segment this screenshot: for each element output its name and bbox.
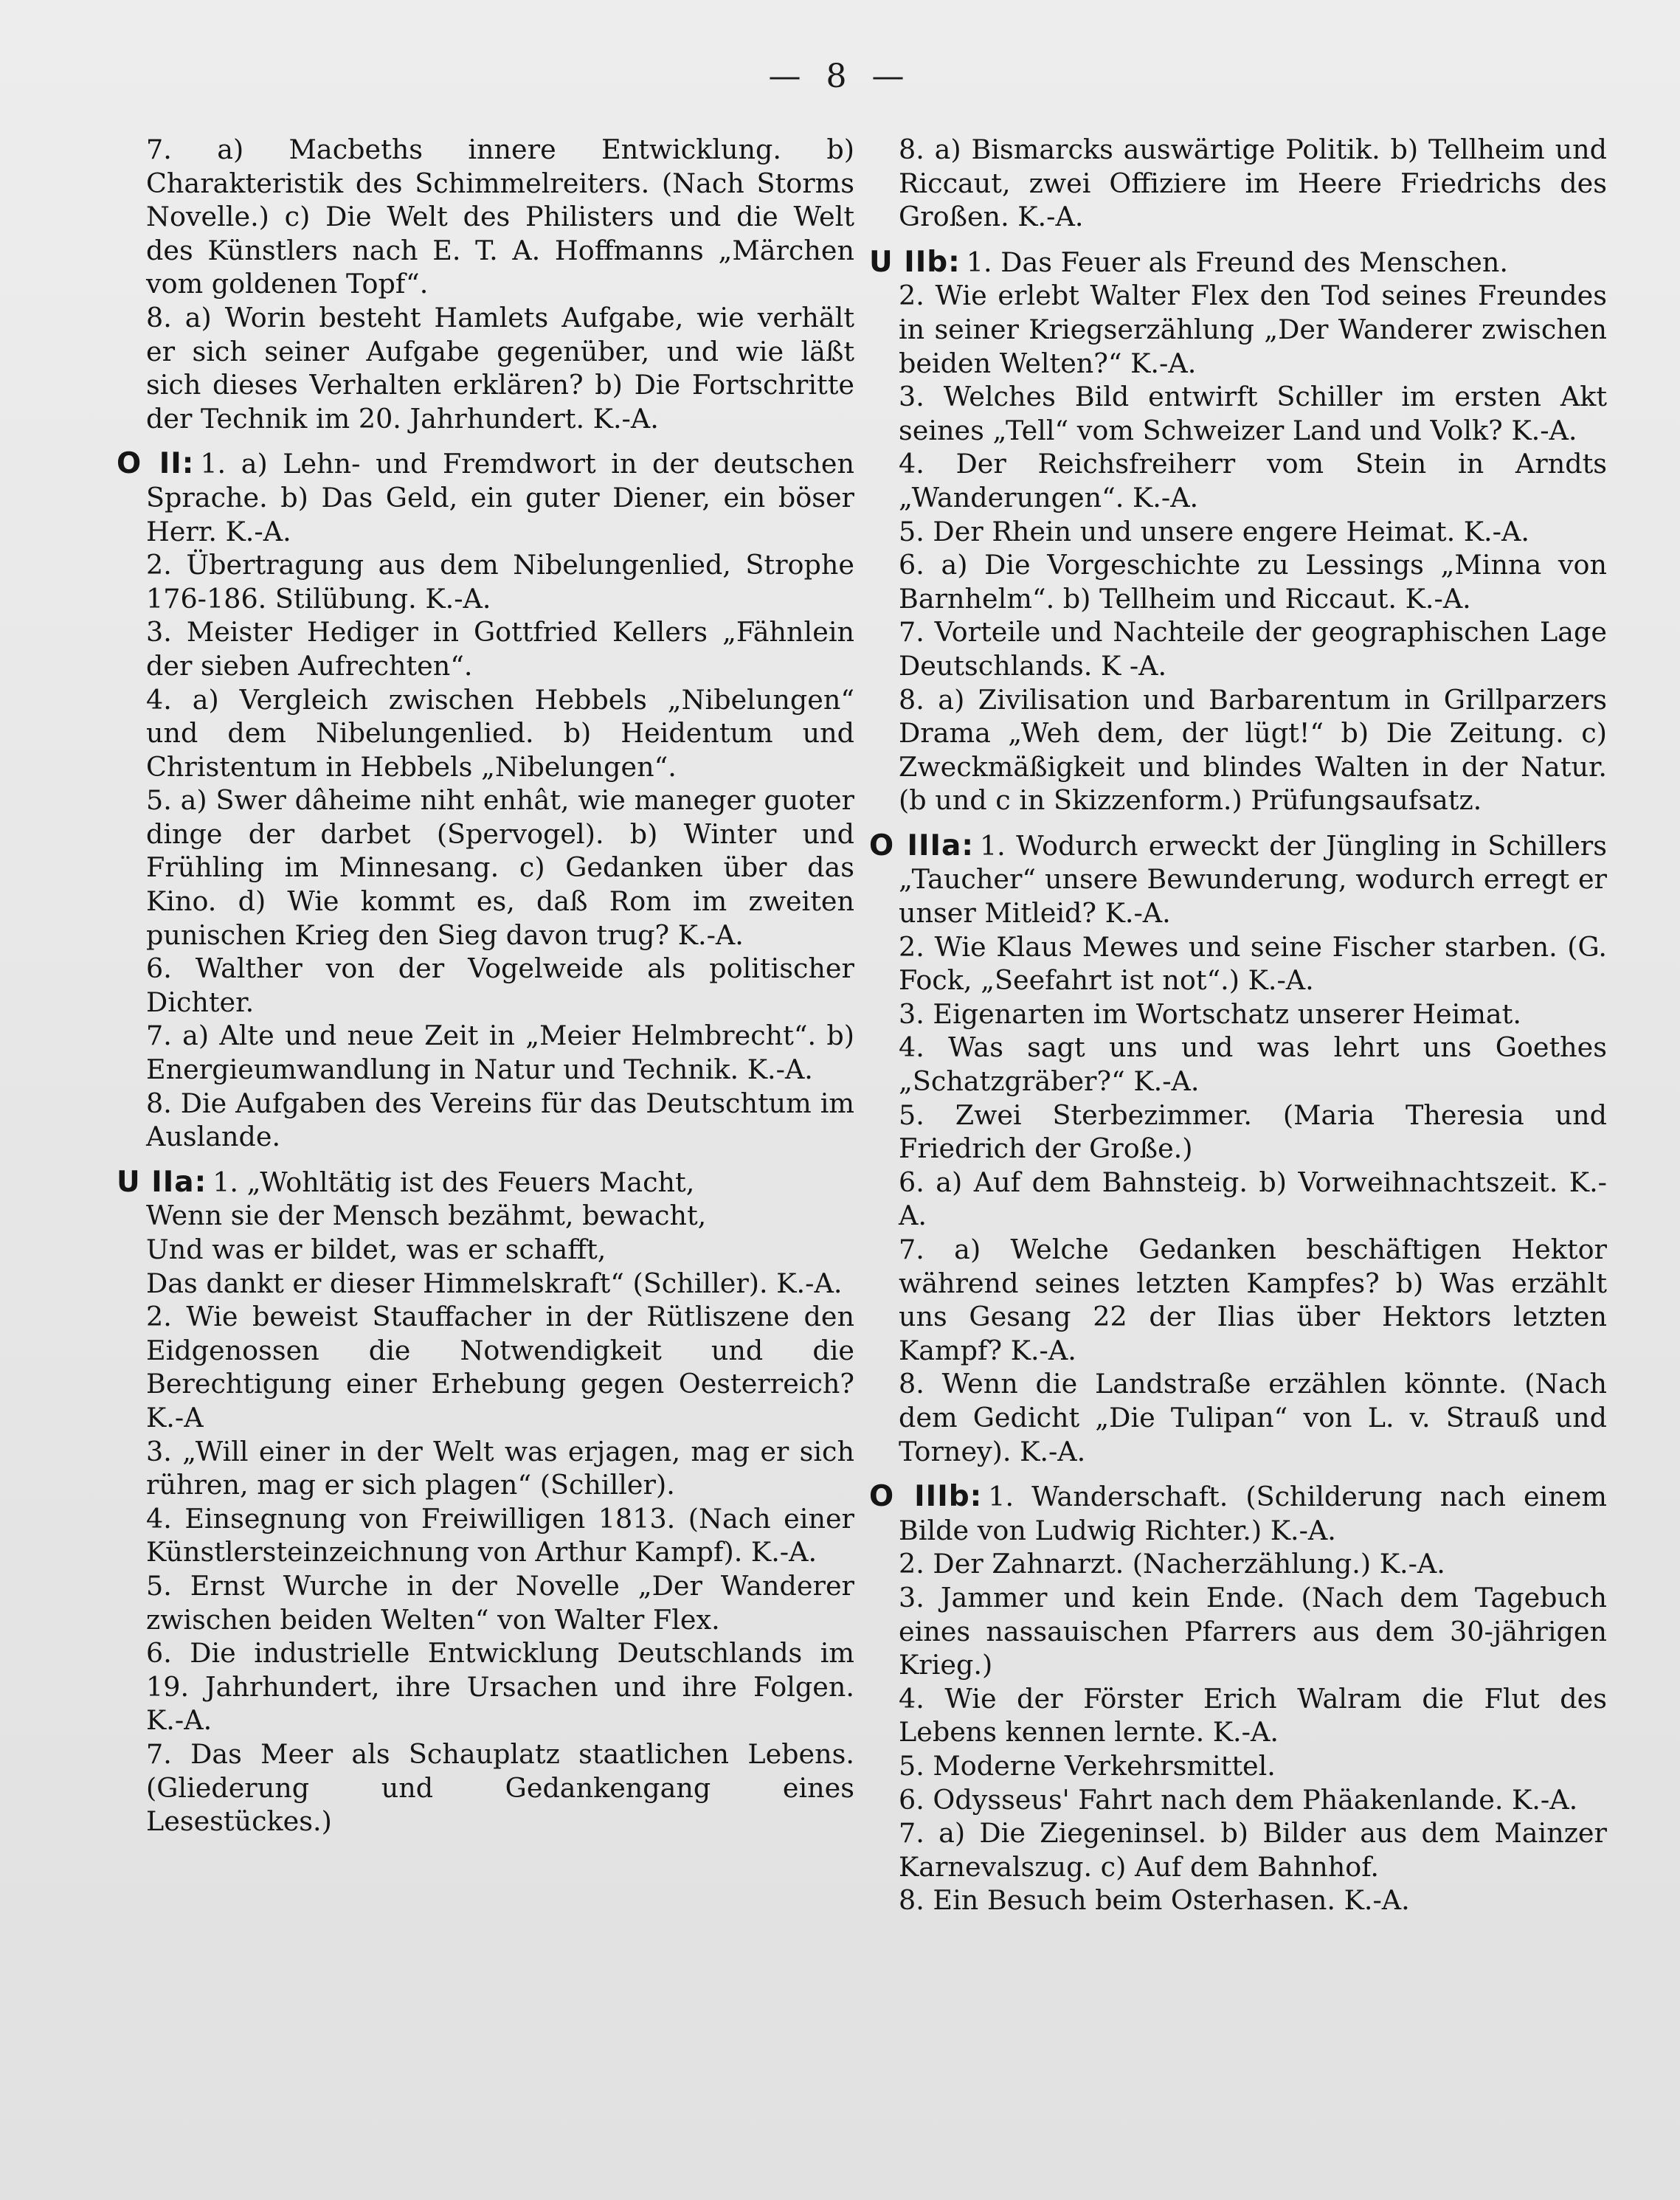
entry-text: 2. Wie erlebt Walter Flex den Tod seines Freundes in seiner Kriegserzählung „Der Wanderer zwischen beiden Welten?“ K.-A. <box>899 280 1607 379</box>
verse-line <box>146 1267 854 1301</box>
entry-text: 4. Einsegnung von Freiwilligen 1813. (Nach einer Künstlersteinzeichnung von Arthur Kampf). K.-A. <box>146 1502 854 1568</box>
entry-text: 7. Vorteile und Nachteile der geographischen Lage Deutschlands. K -A. <box>899 616 1607 682</box>
entry-text: 3. Welches Bild entwirft Schiller im ersten Akt seines „Tell“ vom Schweizer Land und Volk? K.-A. <box>899 381 1607 446</box>
entry-text: 7. a) Macbeths innere Entwicklung. b) Charakteristik des Schimmelreiters. (Nach Storms Novelle.) c) Die Welt des Philisters und die Welt des Künstlers nach E. T. A. Hoffmanns „Märchen vom goldenen Topf“. <box>146 134 854 300</box>
essay-topic-entry <box>899 447 1607 514</box>
essay-topic-entry <box>146 548 854 615</box>
essay-topic-entry <box>146 952 854 1019</box>
essay-topic-entry <box>899 1547 1607 1581</box>
entry-text: 6. Odysseus' Fahrt nach dem Phäakenlande. K.-A. <box>899 1783 1578 1816</box>
entry-text: 7. a) Die Ziegeninsel. b) Bilder aus dem Mainzer Karnevalszug. c) Auf dem Bahnhof. <box>899 1817 1607 1883</box>
entry-text: 4. Was sagt uns und was lehrt uns Goethes „Schatzgräber?“ K.-A. <box>899 1031 1607 1098</box>
class-label: O II: <box>117 447 195 481</box>
essay-topic-entry <box>899 548 1607 615</box>
essay-topic-entry <box>146 1019 854 1086</box>
class-label: U IIb: <box>869 245 961 279</box>
essay-topic-entry <box>146 133 854 301</box>
essay-topic-entry <box>899 1166 1607 1233</box>
section-spacer <box>146 1154 854 1166</box>
entry-text: 8. a) Worin besteht Hamlets Aufgabe, wie verhält er sich seiner Aufgabe gegenüber, und wie läßt sich dieses Verhalten erklären? b) Die Fortschritte der Technik im 20. Jahrhundert. K.-A. <box>146 301 854 435</box>
class-label: U IIa: <box>117 1165 207 1199</box>
essay-topic-entry <box>899 1884 1607 1917</box>
class-section-entry <box>869 245 1607 280</box>
section-spacer <box>899 1468 1607 1480</box>
section-spacer <box>146 435 854 447</box>
class-section-entry <box>869 829 1607 930</box>
class-section-entry <box>117 447 854 548</box>
entry-text: 6. Walther von der Vogelweide als politischer Dichter. <box>146 952 854 1018</box>
page-number: — 8 — <box>768 58 912 95</box>
entry-text: 3. Eigenarten im Wortschatz unserer Heimat. <box>899 997 1521 1030</box>
entry-text: 4. Der Reichsfreiherr vom Stein in Arndts „Wanderungen“. K.-A. <box>899 448 1607 513</box>
essay-topic-entry <box>899 1233 1607 1367</box>
entry-text: 1. Das Feuer als Freund des Menschen. <box>966 246 1508 278</box>
left-column <box>117 133 854 1838</box>
entry-text: 1. Wanderschaft. (Schilderung nach einem Bilde von Ludwig Richter.) K.-A. <box>899 1481 1607 1546</box>
class-section-entry <box>117 1165 854 1200</box>
essay-topic-entry <box>899 1581 1607 1682</box>
entry-text: 6. a) Auf dem Bahnsteig. b) Vorweihnachtszeit. K.-A. <box>899 1166 1607 1232</box>
entry-text: 8. Die Aufgaben des Vereins für das Deutschtum im Auslande. <box>146 1087 854 1153</box>
essay-topic-entry <box>146 1087 854 1154</box>
entry-text: 8. Wenn die Landstraße erzählen könnte. (Nach dem Gedicht „Die Tulipan“ von L. v. Strauß und Torney). K.-A. <box>899 1368 1607 1467</box>
class-label: O IIIa: <box>869 829 974 862</box>
entry-text: 4. a) Vergleich zwischen Hebbels „Nibelungen“ und dem Nibelungenlied. b) Heidentum und Christentum in Hebbels „Nibelungen“. <box>146 683 854 783</box>
essay-topic-entry <box>899 380 1607 447</box>
essay-topic-entry <box>899 997 1607 1031</box>
essay-topic-entry <box>899 615 1607 682</box>
entry-text: 7. Das Meer als Schauplatz staatlichen Lebens. (Gliederung und Gedankengang eines Lesestückes.) <box>146 1737 854 1838</box>
right-column <box>869 133 1607 1917</box>
entry-text: 2. Wie beweist Stauffacher in der Rütliszene den Eidgenossen die Notwendigkeit und die Berechtigung einer Erhebung gegen Oesterreich? K.-A <box>146 1301 854 1433</box>
entry-text: 1. „Wohltätig ist des Feuers Macht, <box>212 1166 695 1198</box>
essay-topic-entry <box>146 1569 854 1636</box>
essay-topic-entry <box>146 1435 854 1502</box>
entry-text: 3. Meister Hediger in Gottfried Kellers „Fähnlein der sieben Aufrechten“. <box>146 616 854 682</box>
entry-text: 7. a) Alte und neue Zeit in „Meier Helmbrecht“. b) Energieumwandlung in Natur und Technik. K.-A. <box>146 1020 854 1086</box>
entry-text: 4. Wie der Förster Erich Walram die Flut des Lebens kennen lernte. K.-A. <box>899 1682 1607 1748</box>
essay-topic-entry <box>146 1502 854 1569</box>
essay-topic-entry <box>146 1636 854 1737</box>
essay-topic-entry <box>146 683 854 784</box>
essay-topic-entry <box>146 615 854 682</box>
entry-text: 6. a) Die Vorgeschichte zu Lessings „Minna von Barnhelm“. b) Tellheim und Riccaut. K.-A. <box>899 549 1607 615</box>
entry-text: 5. Moderne Verkehrsmittel. <box>899 1749 1276 1782</box>
section-spacer <box>899 817 1607 829</box>
entry-text: 2. Übertragung aus dem Nibelungenlied, Strophe 176-186. Stilübung. K.-A. <box>146 549 854 615</box>
essay-topic-entry <box>899 1783 1607 1817</box>
class-label: O IIIb: <box>869 1480 983 1514</box>
entry-text: 3. „Will einer in der Welt was erjagen, mag er sich rühren, mag er sich plagen“ (Schiller). <box>146 1435 854 1501</box>
entry-text: Das dankt er dieser Himmelskraft“ (Schiller). K.-A. <box>146 1267 843 1299</box>
verse-line <box>146 1233 854 1267</box>
entry-text: 5. Ernst Wurche in der Novelle „Der Wanderer zwischen beiden Welten“ von Walter Flex. <box>146 1569 854 1636</box>
essay-topic-entry <box>146 301 854 435</box>
entry-text: 8. a) Bismarcks auswärtige Politik. b) Tellheim und Riccaut, zwei Offiziere im Heere Friedrichs des Großen. K.-A. <box>899 134 1607 233</box>
entry-text: 7. a) Welche Gedanken beschäftigen Hektor während seines letzten Kampfes? b) Was erzählt uns Gesang 22 der Ilias über Hektors letzten Kampf? K.-A. <box>899 1234 1607 1366</box>
essay-topic-entry <box>899 930 1607 997</box>
entry-text: 5. a) Swer dâheime niht enhât, wie maneger guoter dinge der darbet (Spervogel). b) Winter und Frühling im Minnesang. c) Gedanken über das Kino. d) Wie kommt es, daß Rom im zweiten punischen Krieg den Sieg davon trug? K.-A. <box>146 784 854 951</box>
entry-text: 6. Die industrielle Entwicklung Deutschlands im 19. Jahrhundert, ihre Ursachen und ihre Folgen. K.-A. <box>146 1637 854 1737</box>
essay-topic-entry <box>899 1031 1607 1098</box>
essay-topic-entry <box>899 279 1607 380</box>
essay-topic-entry <box>146 1300 854 1434</box>
essay-topic-entry <box>899 1367 1607 1468</box>
essay-topic-entry <box>146 784 854 952</box>
entry-text: 1. Wodurch erweckt der Jüngling in Schillers „Taucher“ unsere Bewunderung, wodurch erregt er unser Mitleid? K.-A. <box>899 829 1607 930</box>
entry-text: 8. Ein Besuch beim Osterhasen. K.-A. <box>899 1884 1410 1917</box>
section-spacer <box>899 234 1607 246</box>
entry-text: 5. Zwei Sterbezimmer. (Maria Theresia und Friedrich der Große.) <box>899 1099 1607 1165</box>
essay-topic-entry <box>899 133 1607 234</box>
verse-line <box>146 1199 854 1233</box>
entry-text: 8. a) Zivilisation und Barbarentum in Grillparzers Drama „Weh dem, der lügt!“ b) Die Zeitung. c) Zweckmäßigkeit und blindes Walten in der Natur. (b und c in Skizzenform.) Prüfungsaufsatz. <box>899 683 1607 817</box>
entry-text: Wenn sie der Mensch bezähmt, bewacht, <box>146 1200 707 1232</box>
essay-topic-entry <box>899 1099 1607 1166</box>
essay-topic-entry <box>146 1737 854 1838</box>
entry-text: 3. Jammer und kein Ende. (Nach dem Tagebuch eines nassauischen Pfarrers aus dem 30-jährigen Krieg.) <box>899 1581 1607 1681</box>
essay-topic-entry <box>899 683 1607 817</box>
entry-text: Und was er bildet, was er schafft, <box>146 1234 606 1265</box>
entry-text: 2. Wie Klaus Mewes und seine Fischer starben. (G. Fock, „Seefahrt ist not“.) K.-A. <box>899 930 1607 997</box>
essay-topic-entry <box>899 1749 1607 1783</box>
entry-text: 5. Der Rhein und unsere engere Heimat. K.-A. <box>899 515 1529 547</box>
essay-topic-entry <box>899 1682 1607 1749</box>
entry-text: 2. Der Zahnarzt. (Nacherzählung.) K.-A. <box>899 1548 1445 1580</box>
essay-topic-entry <box>899 515 1607 549</box>
class-section-entry <box>869 1480 1607 1547</box>
essay-topic-entry <box>899 1816 1607 1884</box>
entry-text: 1. a) Lehn- und Fremdwort in der deutschen Sprache. b) Das Geld, ein guter Diener, ein böser Herr. K.-A. <box>146 448 854 547</box>
